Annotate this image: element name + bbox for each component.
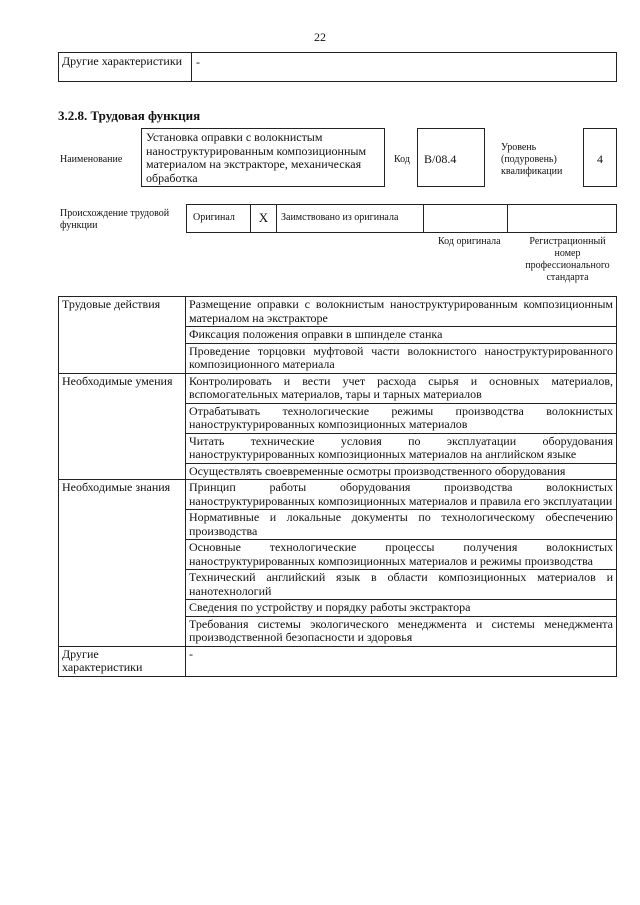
row-text: Основные технологические процессы получения волокнистых наноструктурированных композиционных материалов и режимы производства <box>186 540 617 570</box>
row-text: Технический английский язык в области композиционных материалов и нанотехнологий <box>186 570 617 600</box>
code-label: Код <box>394 154 410 165</box>
table-row <box>59 297 617 327</box>
row-text: Размещение оправки с волокнистым наноструктурированным композиционным материалом на экстракторе <box>186 297 617 327</box>
page-number: 22 <box>314 30 326 44</box>
origin-label: Происхождение трудовой функции <box>60 208 170 231</box>
naming-label: Наименование <box>60 154 123 165</box>
level-value: 4 <box>583 128 617 187</box>
continuation-value: - <box>196 55 200 69</box>
row-text: Контролировать и вести учет расхода сырья и основных материалов, вспомогательных материалов, тары и тарных материалов <box>186 373 617 403</box>
origin-borrowed: Заимствовано из оригинала <box>277 205 424 232</box>
table-row <box>59 373 617 403</box>
origin-empty-cell <box>424 205 508 232</box>
section-title: 3.2.8. Трудовая функция <box>58 108 201 123</box>
table-row <box>59 646 617 676</box>
row-text: Осуществлять своевременные осмотры производственного оборудования <box>186 463 617 480</box>
code-original-label: Код оригинала <box>438 236 501 247</box>
row-text: Отрабатывать технологические режимы производства волокнистых наноструктурированных композиционных материалов <box>186 403 617 433</box>
row-header: Другие характеристики <box>59 646 186 676</box>
code-value: B/08.4 <box>417 128 485 187</box>
row-header: Трудовые действия <box>59 297 186 374</box>
main-table <box>58 296 617 677</box>
naming-value: Установка оправки с волокнистым наноструктурированным композиционным материалом на экстракторе, механическая обработка <box>141 128 385 187</box>
row-text: - <box>186 646 617 676</box>
row-text: Принцип работы оборудования производства волокнистых наноструктурированных композиционных материалов и правила его эксплуатации <box>186 480 617 510</box>
row-text: Читать технические условия по эксплуатации оборудования наноструктурированных композиционных материалов на английском языке <box>186 433 617 463</box>
origin-original-mark: X <box>251 205 277 232</box>
origin-empty-cell <box>508 205 616 232</box>
row-text: Требования системы экологического менеджмента и системы менеджмента производственной безопасности и здоровья <box>186 616 617 646</box>
level-label: Уровень (подуровень) квалификации <box>501 142 563 177</box>
row-text: Фиксация положения оправки в шпинделе станка <box>186 327 617 344</box>
reg-number-label: Регистрационный номер профессионального стандарта <box>525 236 610 283</box>
continuation-table <box>58 52 617 82</box>
row-text: Сведения по устройству и порядку работы экстрактора <box>186 600 617 617</box>
table-row <box>59 480 617 510</box>
row-text: Нормативные и локальные документы по технологическому обеспечению производства <box>186 510 617 540</box>
origin-row <box>186 204 617 233</box>
origin-original: Оригинал <box>187 205 251 232</box>
row-header: Необходимые умения <box>59 373 186 480</box>
row-header: Необходимые знания <box>59 480 186 647</box>
continuation-label: Другие характеристики <box>59 53 192 81</box>
row-text: Проведение торцовки муфтовой части волокнистого наноструктурированного композиционного материала <box>186 343 617 373</box>
